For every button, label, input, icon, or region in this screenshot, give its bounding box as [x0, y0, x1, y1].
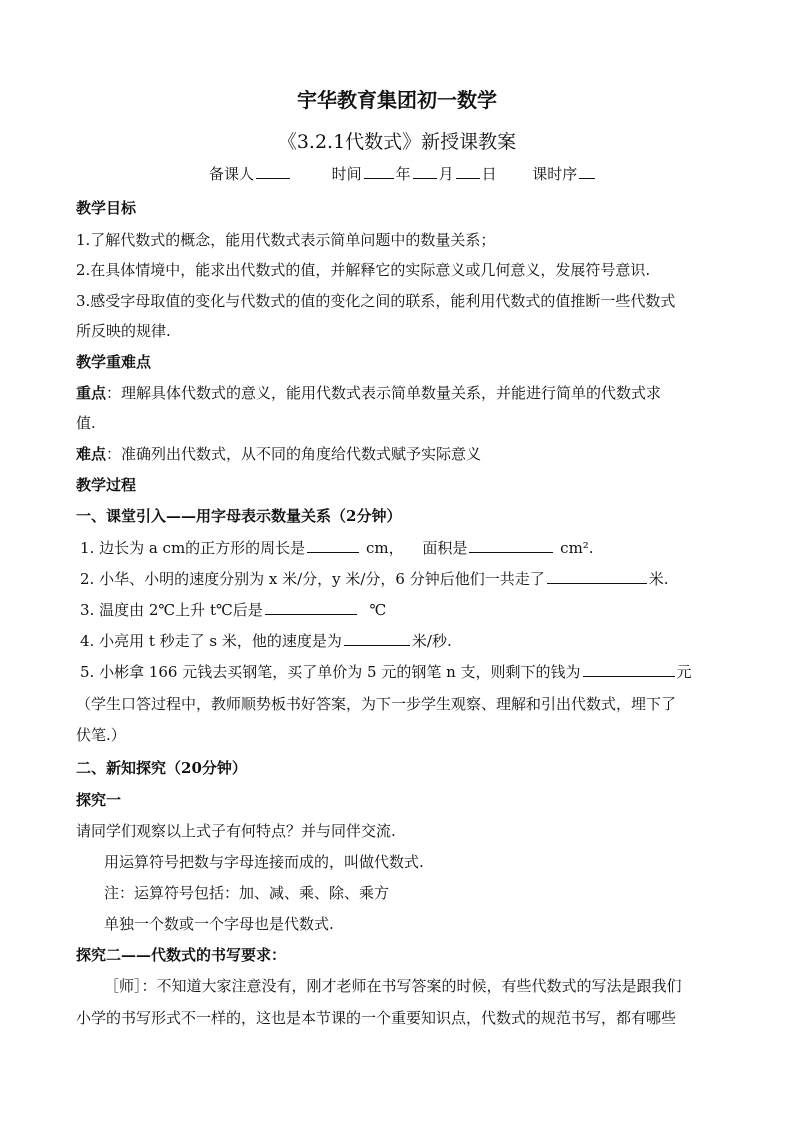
question-3	[80, 598, 386, 622]
page-title: 宇华教育集团初一数学	[297, 88, 497, 112]
question-text: 3. 温度由 2℃上升 t℃后是	[80, 601, 263, 619]
question-text: cm，	[365, 539, 404, 557]
key-label: 重点	[76, 384, 107, 402]
answer-blank[interactable]	[547, 568, 647, 584]
goal-item: 1.了解代数式的概念，能用代数式表示简单问题中的数量关系；	[76, 231, 496, 249]
question-text: 1. 边长为 a cm的正方形的周长是	[80, 539, 306, 557]
process-heading: 教学过程	[76, 476, 137, 494]
preparer-label: 备课人	[209, 165, 255, 183]
teacher-note: （学生口答过程中，教师顺势板书好答案，为下一步学生观察、理解和引出代数式，埋下了	[76, 695, 677, 713]
section2-heading: 二、新知探究（20分钟）	[76, 759, 247, 777]
year-label: 年	[395, 165, 411, 183]
question-text: cm².	[560, 539, 594, 557]
goals-heading: 教学目标	[76, 199, 137, 217]
answer-blank[interactable]	[583, 661, 675, 677]
question-2	[80, 567, 669, 591]
key-point-line-2: 值.	[76, 414, 96, 432]
question-text: 4. 小亮用 t 秒走了 s 米，他的速度是为	[80, 632, 342, 650]
paragraph-text: ［师］：不知道大家注意没有，刚才老师在书写答案的时候，有些代数式的写法是跟我们	[104, 977, 682, 995]
question-4	[80, 629, 452, 653]
question-5	[80, 660, 692, 684]
day-label: 日	[481, 165, 497, 183]
period-label: 课时序	[532, 165, 578, 183]
key-point-line	[76, 381, 661, 405]
answer-blank[interactable]	[469, 537, 553, 553]
teacher-note: 伏笔.）	[76, 726, 126, 744]
goal-item: 3.感受字母取值的变化与代数式的值的变化之间的联系，能利用代数式的值推断一些代数式	[76, 292, 676, 310]
month-label: 月	[438, 165, 454, 183]
meta-line	[209, 162, 597, 186]
answer-blank[interactable]	[307, 537, 359, 553]
preparer-blank[interactable]	[256, 163, 290, 179]
key-text: ：理解具体代数式的意义，能用代数式表示简单数量关系，并能进行简单的代数式求	[106, 384, 662, 402]
key-points-heading: 教学重难点	[76, 353, 152, 371]
question-text: 米/秒.	[411, 632, 452, 650]
lesson-title: 《3.2.1代数式》新授课教案	[277, 131, 517, 153]
answer-blank[interactable]	[344, 630, 410, 646]
question-text: ℃	[369, 601, 387, 619]
time-label: 时间	[331, 165, 362, 183]
difficult-text: ：准确列出代数式，从不同的角度给代数式赋予实际意义	[106, 445, 482, 463]
question-text: 面积是	[422, 539, 468, 557]
question-1	[80, 536, 594, 560]
difficult-point-line	[76, 442, 481, 466]
question-text: 米.	[648, 570, 669, 588]
goal-item: 2.在具体情境中，能求出代数式的值，并解释它的实际意义或几何意义，发展符号意识.	[76, 261, 651, 279]
answer-blank[interactable]	[265, 599, 357, 615]
explore2-heading: 探究二——代数式的书写要求：	[76, 946, 287, 964]
explore1-heading: 探究一	[76, 791, 122, 809]
section1-heading: 一、课堂引入——用字母表示数量关系（2分钟）	[76, 507, 402, 525]
goal-item: 所反映的规律.	[76, 322, 171, 340]
difficult-label: 难点	[76, 445, 107, 463]
note-text: 单独一个数或一个字母也是代数式.	[104, 915, 334, 933]
definition-text: 用运算符号把数与字母连接而成的，叫做代数式.	[104, 853, 424, 871]
question-text: 5. 小彬拿 166 元钱去买钢笔，买了单价为 5 元的钢笔 n 支，则剩下的钱为	[80, 663, 581, 681]
day-blank[interactable]	[456, 163, 480, 179]
month-blank[interactable]	[413, 163, 437, 179]
note-text: 注：运算符号包括：加、减、乘、除、乘方	[104, 884, 390, 902]
question-text: 2. 小华、小明的速度分别为 x 米/分，y 米/分，6 分钟后他们一共走了	[80, 570, 545, 588]
year-blank[interactable]	[364, 163, 394, 179]
period-blank[interactable]	[579, 163, 595, 179]
paragraph-text: 小学的书写形式不一样的，这也是本节课的一个重要知识点，代数式的规范书写，都有哪些	[76, 1009, 677, 1027]
explore1-text: 请同学们观察以上式子有何特点？并与同伴交流.	[76, 822, 396, 840]
question-text: 元	[676, 663, 692, 681]
